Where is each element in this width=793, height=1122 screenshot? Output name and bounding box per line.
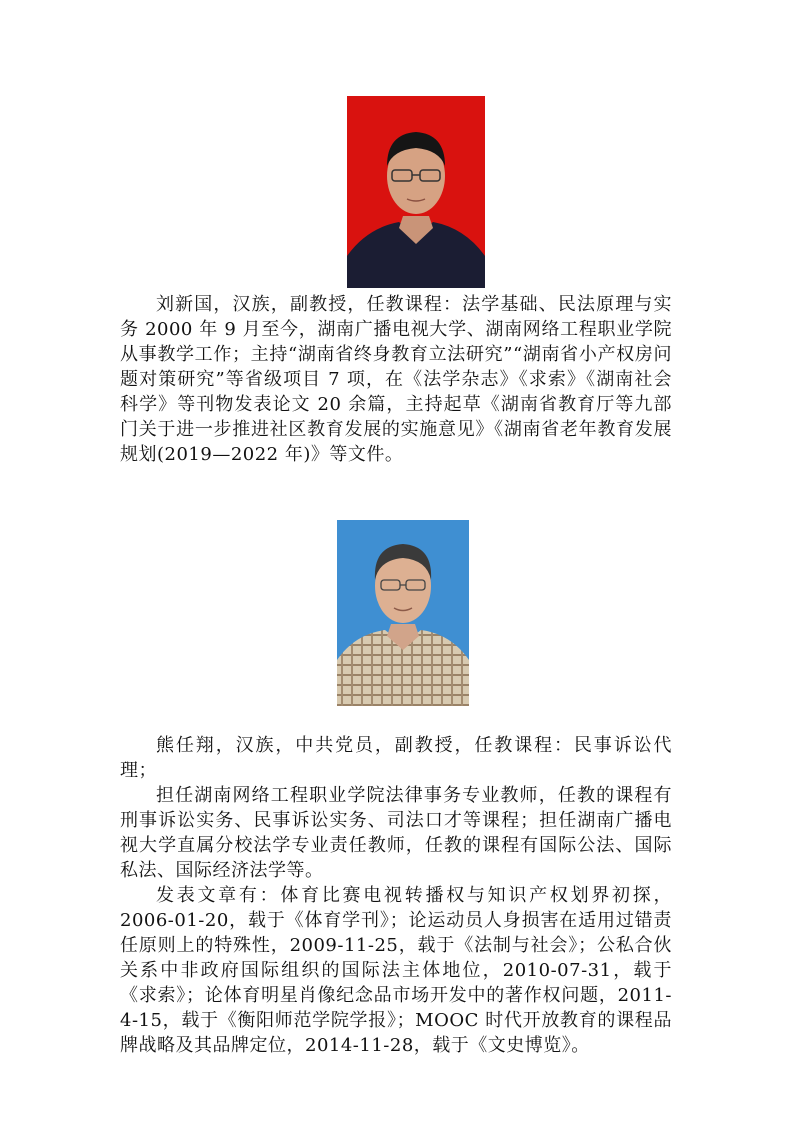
bio-paragraph: 熊任翔，汉族，中共党员，副教授，任教课程：民事诉讼代理； — [120, 735, 672, 781]
bio-paragraph: 发表文章有：体育比赛电视转播权与知识产权划界初探，2006-01-20，载于《体育学刊》；论运动员人身损害在适用过错责任原则上的特殊性，2009-11-25，载于《法制与社会》；公私合伙关系中非政府国际组织的国际法主体地位，2010-07-31，载于《求索》；论体育明星肖像纪念品市场开发中的著作权问题，2011-4-15，载于《衡阳师范学院学报》；MOOC 时代开放教育的课程品牌战略及其品牌定位，2014-11-28，载于《文史博览》。 — [120, 885, 672, 1056]
bio-paragraph: 刘新国，汉族，副教授，任教课程：法学基础、民法原理与实务 2000 年 9 月至今，湖南广播电视大学、湖南网络工程职业学院从事教学工作；主持“湖南省终身教育立法研究”“湖南省小产权房问题对策研究”等省级项目 7 项，在《法学杂志》《求索》《湖南社会科学》等刊物发表论文 20 余篇，主持起草《湖南省教育厅等九部门关于进一步推进社区教育发展的实施意见》《湖南省老年教育发展规划(2019—2022 年)》等文件。 — [120, 294, 672, 465]
profile-photo-xiong-renxiang — [337, 520, 469, 706]
profile-bio-xiong-renxiang — [120, 733, 672, 1058]
profile-bio-liu-xinguo — [120, 292, 672, 467]
profile-photo-liu-xinguo — [347, 96, 485, 288]
portrait-image — [347, 96, 485, 288]
portrait-image — [337, 520, 469, 706]
bio-paragraph: 担任湖南网络工程职业学院法律事务专业教师，任教的课程有刑事诉讼实务、民事诉讼实务、司法口才等课程；担任湖南广播电视大学直属分校法学专业责任教师，任教的课程有国际公法、国际私法、国际经济法学等。 — [120, 785, 672, 881]
